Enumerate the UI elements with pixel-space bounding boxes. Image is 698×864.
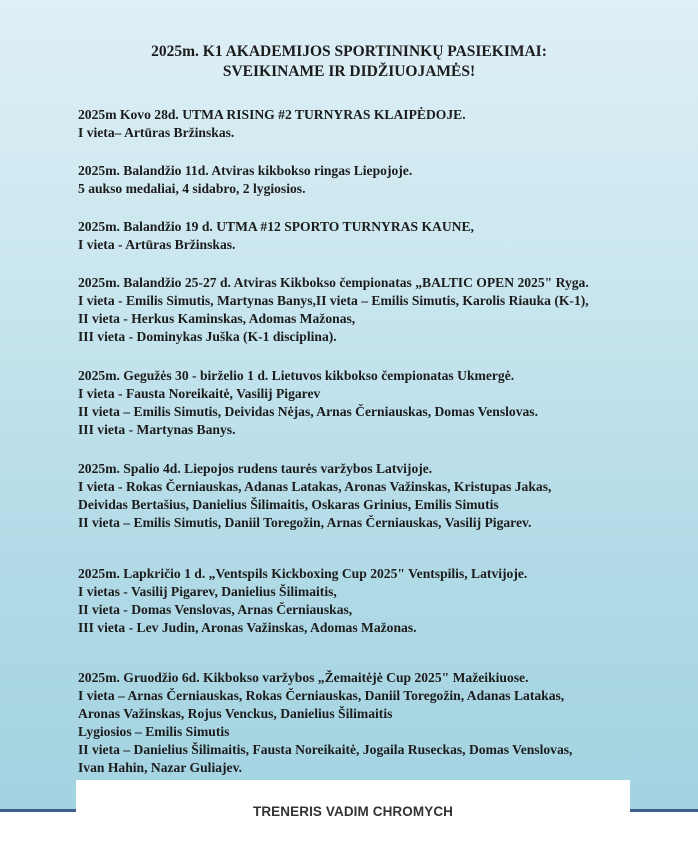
- event-result: I vieta– Artūras Bržinskas.: [78, 125, 235, 140]
- title-line-2: SVEIKINAME IR DIDŽIUOJAMĖS!: [222, 63, 476, 80]
- page-title: [0, 42, 698, 82]
- event-title: 2025m. Balandžio 19 d. UTMA #12 SPORTO TURNYRAS KAUNE,: [78, 219, 474, 234]
- event-title: 2025m. Gegužės 30 - birželio 1 d. Lietuvos kikbokso čempionatas Ukmergė.: [78, 368, 515, 383]
- footer: [76, 780, 630, 842]
- event-result: II vieta - Domas Venslovas, Arnas Černiauskas,: [78, 602, 353, 617]
- event-result: I vieta - Fausta Noreikaitė, Vasilij Pigarev: [78, 386, 321, 401]
- event-result: I vietas - Vasilij Pigarev, Danielius Šilimaitis,: [78, 584, 337, 599]
- event-title: 2025m. Balandžio 11d. Atviras kikbokso ringas Liepojoje.: [78, 163, 413, 178]
- event-title: 2025m. Lapkričio 1 d. „Ventspils Kickboxing Cup 2025" Ventspilis, Latvijoje.: [78, 566, 528, 581]
- event-result: II vieta – Emilis Simutis, Deividas Nėjas, Arnas Černiauskas, Domas Venslovas.: [78, 404, 538, 419]
- event-result: 5 aukso medaliai, 4 sidabro, 2 lygiosios.: [78, 181, 306, 196]
- coach-signature: TRENERIS VADIM CHROMYCH: [252, 804, 454, 819]
- event-result: II vieta - Herkus Kaminskas, Adomas Mažonas,: [78, 311, 356, 326]
- event-result: Aronas Važinskas, Rojus Venckus, Danielius Šilimaitis: [78, 706, 393, 721]
- event-title: 2025m Kovo 28d. UTMA RISING #2 TURNYRAS KLAIPĖDOJE.: [78, 107, 466, 122]
- event-result: I vieta - Rokas Černiauskas, Adanas Latakas, Aronas Važinskas, Kristupas Jakas,: [78, 479, 552, 494]
- event-title: 2025m. Balandžio 25-27 d. Atviras Kikbokso čempionatas „BALTIC OPEN 2025" Ryga.: [78, 275, 589, 290]
- event-result: III vieta - Martynas Banys.: [78, 422, 236, 437]
- event-title: 2025m. Spalio 4d. Liepojos rudens taurės varžybos Latvijoje.: [78, 461, 433, 476]
- event-result: II vieta – Emilis Simutis, Daniil Toregožin, Arnas Černiauskas, Vasilij Pigarev.: [78, 515, 532, 530]
- event-result: Ivan Hahin, Nazar Guliajev.: [78, 760, 243, 775]
- event-result: Deividas Bertašius, Danielius Šilimaitis, Oskaras Grinius, Emilis Simutis: [78, 497, 499, 512]
- event-result: I vieta - Artūras Bržinskas.: [78, 237, 236, 252]
- event-result: II vieta – Danielius Šilimaitis, Fausta Noreikaitė, Jogaila Ruseckas, Domas Venslovas,: [78, 742, 573, 757]
- event-result: I vieta – Arnas Černiauskas, Rokas Černiauskas, Daniil Toregožin, Adanas Latakas,: [78, 688, 565, 703]
- event-title: 2025m. Gruodžio 6d. Kikbokso varžybos „Žemaitėjė Cup 2025" Mažeikiuose.: [78, 670, 529, 685]
- event-result: Lygiosios – Emilis Simutis: [78, 724, 230, 739]
- event-result: I vieta - Emilis Simutis, Martynas Banys,II vieta – Emilis Simutis, Karolis Riauka (K-1),: [78, 293, 589, 308]
- event-result: III vieta - Lev Judin, Aronas Važinskas, Adomas Mažonas.: [78, 620, 417, 635]
- title-line-1: 2025m. K1 AKADEMIJOS SPORTININKŲ PASIEKIMAI:: [151, 43, 547, 60]
- event-result: III vieta - Dominykas Juška (K-1 disciplina).: [78, 329, 337, 344]
